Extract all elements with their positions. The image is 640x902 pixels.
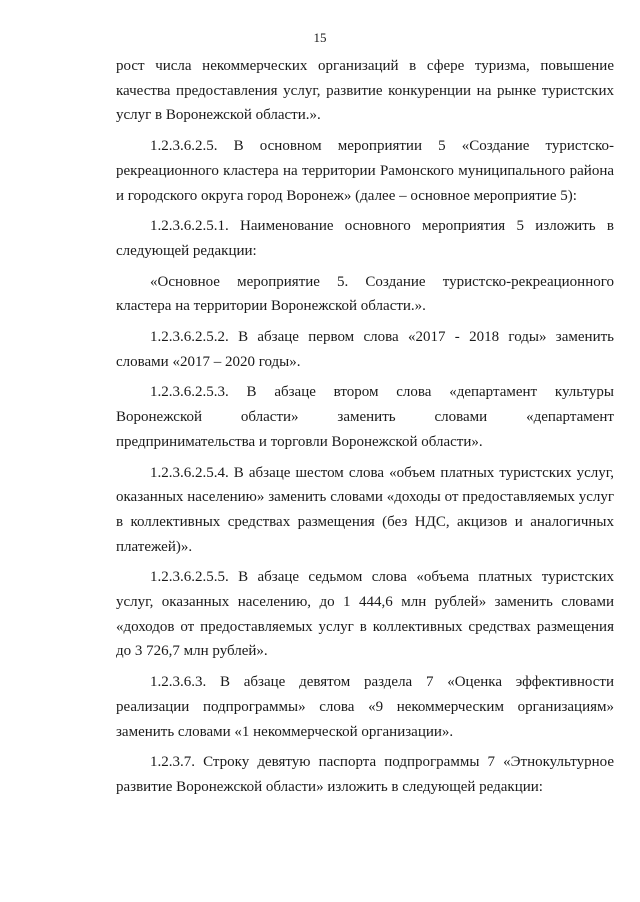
page-number: 15 [313, 30, 327, 45]
paragraph: 1.2.3.6.2.5.3. В абзаце втором слова «департамент культуры Воронежской области» заменить словами «департамент предпринимательства и торговли Воронежской области». [116, 384, 614, 450]
paragraph: рост числа некоммерческих организаций в сфере туризма, повышение качества предоставления услуг, развитие конкуренции на рынке туристских услуг в Воронежской области.». [116, 58, 614, 124]
paragraph: «Основное мероприятие 5. Создание туристско-рекреационного кластера на территории Воронежской области.». [116, 273, 614, 315]
document-body [116, 54, 614, 800]
paragraph: 1.2.3.6.3. В абзаце девятом раздела 7 «Оценка эффективности реализации подпрограммы» слова «9 некоммерческим организациям» заменить словами «1 некоммерческой организации». [116, 674, 614, 740]
paragraph: 1.2.3.6.2.5.1. Наименование основного мероприятия 5 изложить в следующей редакции: [116, 218, 614, 259]
paragraph: 1.2.3.7. Строку девятую паспорта подпрограммы 7 «Этнокультурное развитие Воронежской области» изложить в следующей редакции: [116, 754, 614, 795]
paragraph: 1.2.3.6.2.5.2. В абзаце первом слова «2017 - 2018 годы» заменить словами «2017 – 2020 годы». [116, 329, 614, 370]
paragraph: 1.2.3.6.2.5.5. В абзаце седьмом слова «объема платных туристских услуг, оказанных населению, до 1 444,6 млн рублей» заменить словами «доходов от предоставляемых услуг в коллективных средствах размещения до 3 726,7 млн рублей». [116, 569, 614, 660]
paragraph: 1.2.3.6.2.5.4. В абзаце шестом слова «объем платных туристских услуг, оказанных населению» заменить словами «доходы от предоставляемых услуг в коллективных средствах размещения (без НДС, акцизов и аналогичных платежей)». [116, 464, 614, 555]
paragraph: 1.2.3.6.2.5. В основном мероприятии 5 «Создание туристско-рекреационного кластера на территории Рамонского муниципального района и городского округа город Воронеж» (далее – основное мероприятие 5): [116, 138, 614, 204]
